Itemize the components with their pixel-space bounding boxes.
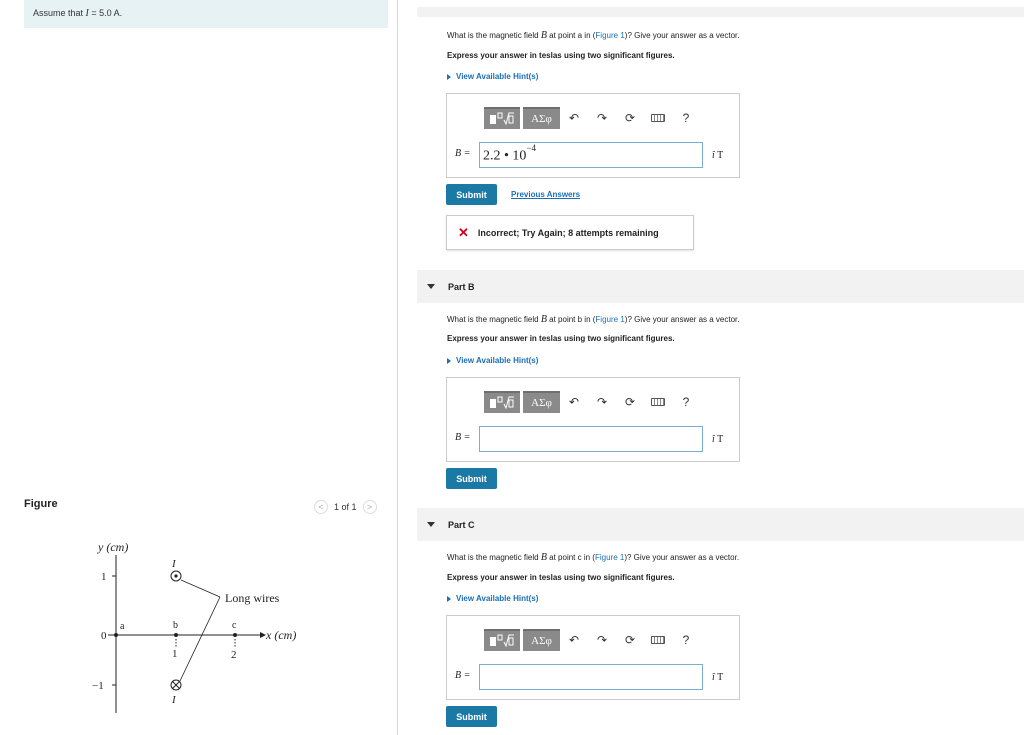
callout-line-top: [181, 580, 220, 597]
part-a-question-prefix: What is the magnetic field: [447, 31, 541, 40]
part-c-express: Express your answer in teslas using two significant figures.: [447, 573, 675, 582]
point-a-label: a: [120, 621, 125, 632]
assumption-prefix: Assume that: [33, 8, 86, 18]
part-a-submit-button[interactable]: Submit: [446, 184, 497, 205]
help-icon[interactable]: ?: [682, 395, 690, 409]
point-a: [114, 633, 118, 637]
part-b-unit: [712, 434, 723, 445]
part-b-b-symbol: B: [540, 314, 547, 325]
greek-symbols-button[interactable]: ΑΣφ: [523, 391, 560, 413]
part-a-answer-input[interactable]: [479, 142, 703, 168]
part-c-question-prefix: What is the magnetic field: [447, 553, 541, 562]
template-icon: [489, 396, 515, 410]
wire-figure: [80, 535, 320, 720]
part-b-question: [447, 314, 740, 325]
answer-equals: =: [461, 432, 471, 443]
template-button[interactable]: [484, 391, 520, 413]
answer-b-symbol: B: [455, 670, 462, 681]
redo-icon[interactable]: ↷: [596, 633, 608, 647]
part-b-hint-toggle[interactable]: [447, 356, 538, 365]
help-icon[interactable]: ?: [682, 633, 690, 647]
part-a-question-suffix: )? Give your answer as a vector.: [624, 31, 740, 40]
part-b-hint-label: View Available Hint(s): [456, 356, 539, 365]
point-c-label: c: [232, 620, 237, 631]
part-b-answer-box: [446, 377, 740, 462]
part-a-input-value: 2.2 • 10: [483, 148, 527, 164]
part-c-hint-toggle[interactable]: [447, 594, 538, 603]
part-c-question: [447, 552, 739, 563]
hint-caret-icon: [447, 596, 451, 602]
collapse-caret-icon: [427, 284, 435, 289]
part-b-toolbar: [484, 391, 700, 413]
answer-b-symbol: B: [455, 432, 462, 443]
undo-icon[interactable]: ↶: [568, 633, 580, 647]
reset-icon[interactable]: ⟳: [624, 395, 636, 409]
unit-vector-symbol: î: [712, 150, 715, 161]
figure-title: Figure: [24, 498, 58, 510]
y-tick-label-1: 1: [101, 571, 107, 583]
unit-vector-symbol: î: [712, 672, 715, 683]
keyboard-icon[interactable]: [651, 398, 665, 406]
part-a-feedback-text: Incorrect; Try Again; 8 attempts remaining: [477, 227, 659, 238]
redo-icon[interactable]: ↷: [596, 395, 608, 409]
part-b-b-label: [455, 432, 470, 443]
part-c-toolbar: [484, 629, 700, 651]
undo-icon[interactable]: ↶: [568, 111, 580, 125]
part-c-submit-button[interactable]: Submit: [446, 706, 497, 727]
part-c-answer-box: [446, 615, 740, 700]
unit-label: T: [714, 434, 724, 445]
current-label-top: I: [172, 558, 176, 570]
answer-equals: =: [461, 670, 471, 681]
y-axis-label: y (cm): [98, 540, 129, 554]
part-a-question-mid: at point a in (: [546, 31, 596, 40]
point-b: [174, 633, 178, 637]
template-icon: [489, 112, 515, 126]
part-a-answer-box: [446, 93, 740, 178]
part-b-question-mid: at point b in (: [546, 315, 596, 324]
part-b-header[interactable]: [417, 270, 1024, 303]
y-tick-label-0: 0: [101, 630, 107, 642]
part-c-b-symbol: B: [540, 552, 547, 563]
part-b-question-prefix: What is the magnetic field: [447, 315, 541, 324]
part-a-unit: [712, 150, 723, 161]
keyboard-icon[interactable]: [651, 636, 665, 644]
answer-equals: =: [461, 148, 471, 159]
prev-figure-button[interactable]: <: [314, 500, 328, 514]
assumption-value: = 5.0 A.: [88, 8, 123, 18]
part-a-b-label: [455, 148, 470, 159]
template-button[interactable]: [484, 629, 520, 651]
template-icon: [489, 634, 515, 648]
part-c-figure-link[interactable]: Figure 1: [594, 553, 625, 562]
part-a-previous-answers-link[interactable]: Previous Answers: [511, 190, 581, 199]
unit-label: T: [714, 150, 724, 161]
part-c-b-label: [455, 670, 470, 681]
reset-icon[interactable]: ⟳: [624, 633, 636, 647]
part-a-question: [447, 30, 740, 41]
help-icon[interactable]: ?: [682, 111, 690, 125]
template-button[interactable]: [484, 107, 520, 129]
x-axis-label: x (cm): [266, 628, 297, 642]
figure-page-count: 1 of 1: [334, 502, 357, 512]
keyboard-icon[interactable]: [651, 114, 665, 122]
part-a-hint-toggle[interactable]: [447, 72, 538, 81]
incorrect-icon: ✕: [458, 224, 469, 240]
collapse-caret-icon: [427, 522, 435, 527]
hint-caret-icon: [447, 358, 451, 364]
next-figure-button[interactable]: >: [363, 500, 377, 514]
part-a-hint-label: View Available Hint(s): [456, 72, 539, 81]
answer-b-symbol: B: [455, 148, 462, 159]
part-c-header[interactable]: [417, 508, 1024, 541]
figure-pager: [314, 500, 377, 514]
part-c-question-mid: at point c in (: [546, 553, 595, 562]
part-c-title: Part C: [448, 519, 475, 530]
current-label-bottom: I: [172, 694, 176, 706]
point-b-label: b: [173, 620, 178, 631]
part-b-title: Part B: [448, 281, 475, 292]
redo-icon[interactable]: ↷: [596, 111, 608, 125]
part-a-b-symbol: B: [540, 30, 547, 41]
part-a-toolbar: [484, 107, 700, 129]
wire-out-dot: [174, 574, 177, 577]
part-a-header: [417, 7, 1024, 17]
callout-line-bottom: [180, 597, 220, 681]
part-c-hint-label: View Available Hint(s): [456, 594, 539, 603]
column-divider: [397, 0, 398, 735]
x-tick-label-1: 1: [172, 648, 178, 660]
greek-symbols-button[interactable]: ΑΣφ: [523, 107, 560, 129]
part-a-input-exponent: −4: [526, 143, 536, 153]
greek-symbols-button[interactable]: ΑΣφ: [523, 629, 560, 651]
part-b-answer-input[interactable]: [479, 426, 703, 452]
part-a-feedback: [446, 215, 694, 250]
part-a-figure-link[interactable]: Figure 1: [595, 31, 625, 40]
reset-icon[interactable]: ⟳: [624, 111, 636, 125]
point-c: [233, 633, 237, 637]
part-b-submit-button[interactable]: Submit: [446, 468, 497, 489]
hint-caret-icon: [447, 74, 451, 80]
callout-label: Long wires: [225, 591, 280, 605]
unit-vector-symbol: î: [712, 434, 715, 445]
undo-icon[interactable]: ↶: [568, 395, 580, 409]
part-c-unit: [712, 672, 723, 683]
part-b-express: Express your answer in teslas using two significant figures.: [447, 334, 675, 343]
part-c-answer-input[interactable]: [479, 664, 703, 690]
unit-label: T: [714, 672, 724, 683]
part-b-figure-link[interactable]: Figure 1: [595, 315, 625, 324]
y-tick-label-neg1: −1: [92, 680, 104, 692]
part-b-question-suffix: )? Give your answer as a vector.: [624, 315, 740, 324]
part-a-express: Express your answer in teslas using two significant figures.: [447, 51, 675, 60]
assumption-variable: I: [85, 8, 89, 19]
x-tick-label-2: 2: [231, 649, 237, 661]
assumption-banner: [24, 0, 388, 28]
part-c-question-suffix: )? Give your answer as a vector.: [624, 553, 740, 562]
